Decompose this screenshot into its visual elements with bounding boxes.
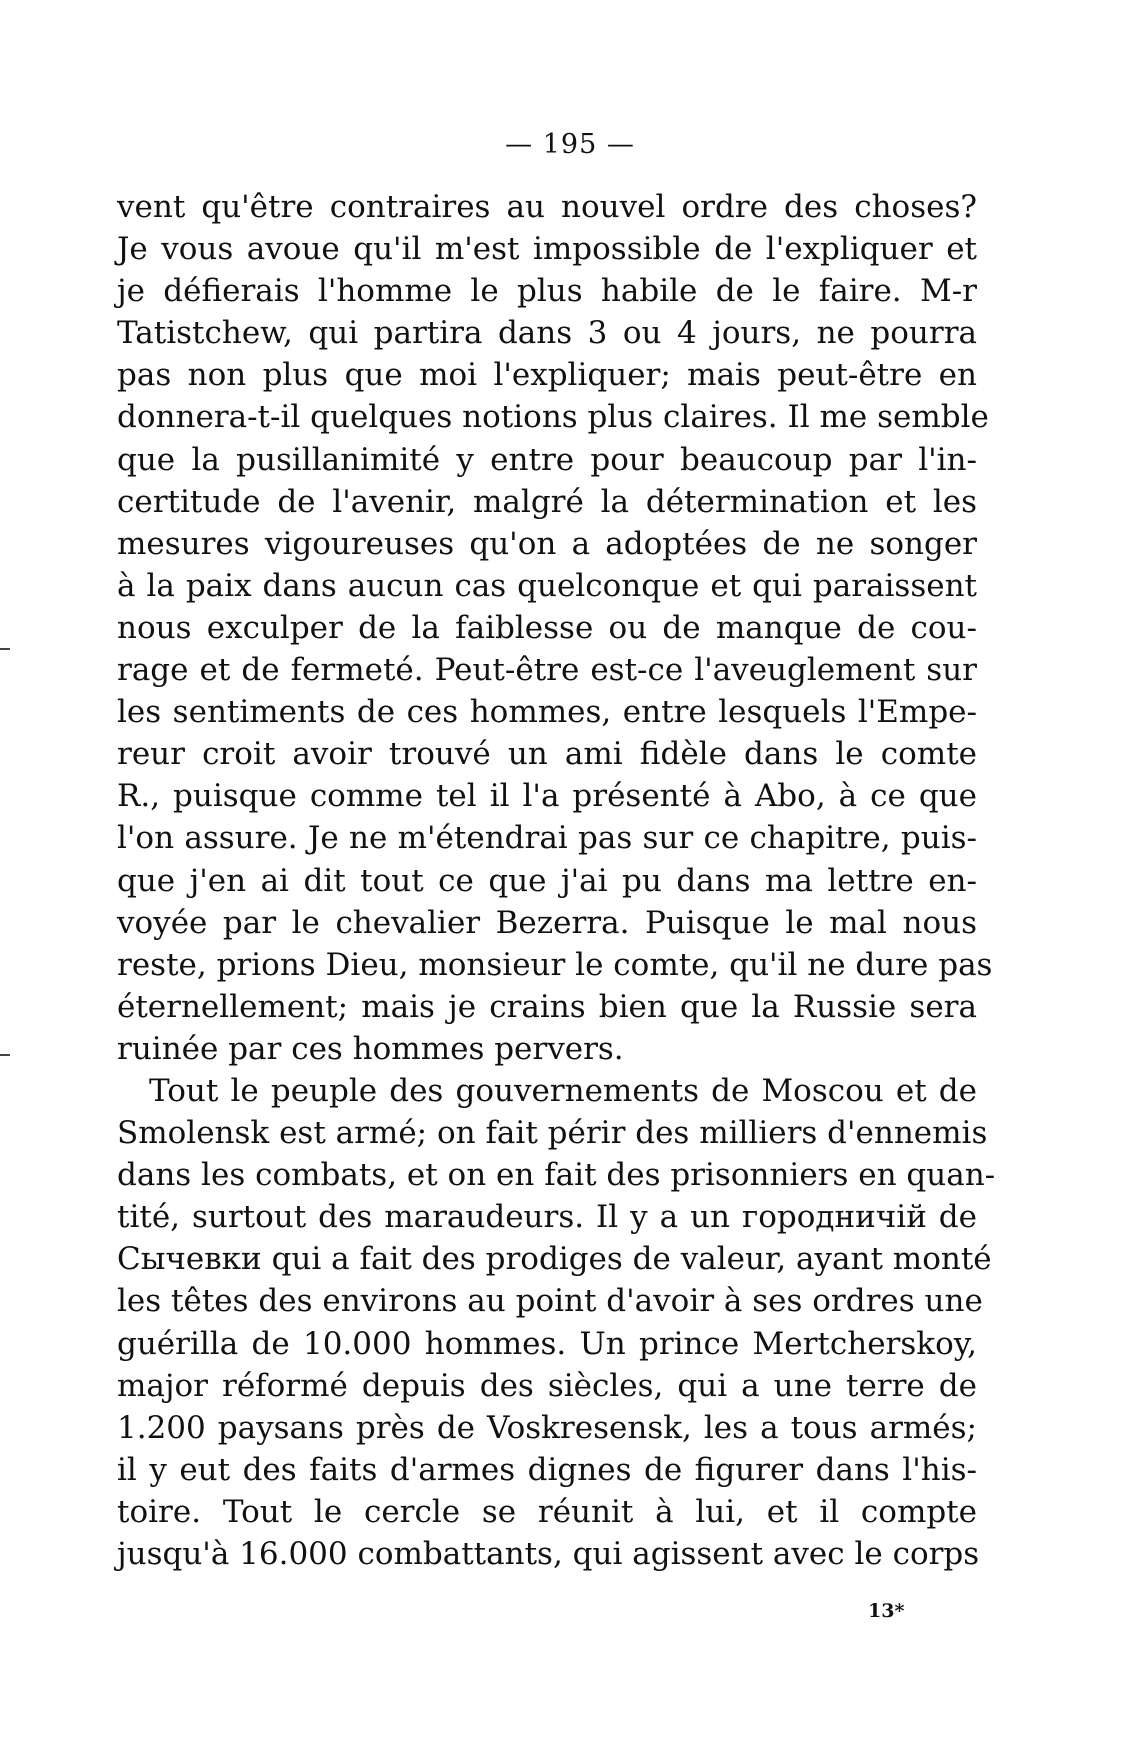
text-line: que la pusillanimité y entre pour beaucoup par l'in- <box>117 441 977 478</box>
text-line: major réformé depuis des siècles, qui a une terre de <box>117 1367 977 1404</box>
text-line: vent qu'être contraires au nouvel ordre des choses? <box>117 189 977 225</box>
text-line: je défierais l'homme le plus habile de le faire. M-r <box>117 273 977 310</box>
text-line: Tatistchew, qui partira dans 3 ou 4 jours, ne pourra <box>117 315 977 352</box>
text-line: éternellement; mais je crains bien que la Russie sera <box>117 988 977 1025</box>
text-line: Tout le peuple des gouvernements de Moscou et de <box>149 1072 977 1109</box>
text-line: jusqu'à 16.000 combattants, qui agissent avec le corps <box>117 1536 980 1572</box>
text-line: pas non plus que moi l'expliquer; mais peut-être en <box>117 357 977 394</box>
text-line: voyée par le chevalier Bezerra. Puisque le mal nous <box>117 904 977 941</box>
page-number: — 195 — <box>505 129 635 160</box>
text-line: il y eut des faits d'armes dignes de figurer dans l'his- <box>117 1451 977 1488</box>
text-line: les sentiments de ces hommes, entre lesquels l'Empe- <box>117 694 977 731</box>
text-line: tité, surtout des maraudeurs. Il y a un городничій de <box>117 1199 977 1236</box>
text-line: toire. Tout le cercle se réunit à lui, et il compte <box>117 1493 977 1530</box>
text-line: R., puisque comme tel il l'a présenté à Abo, à ce que <box>117 778 977 815</box>
text-line: nous exculper de la faiblesse ou de manque de cou- <box>117 609 977 646</box>
text-line: reur croit avoir trouvé un ami fidèle dans le comte <box>117 736 977 773</box>
text-line: les têtes des environs au point d'avoir à ses ordres une <box>117 1283 983 1320</box>
text-line: ruinée par ces hommes pervers. <box>117 1030 624 1067</box>
body-text <box>117 186 996 1575</box>
text-line: à la paix dans aucun cas quelconque et qui paraissent <box>117 567 977 604</box>
text-line: dans les combats, et on en fait des prisonniers en quan- <box>117 1157 996 1194</box>
text-line: mesures vigoureuses qu'on a adoptées de ne songer <box>117 525 977 562</box>
text-line: certitude de l'avenir, malgré la détermination et les <box>117 483 977 520</box>
text-line: 1.200 paysans près de Voskresensk, les a tous armés; <box>117 1409 977 1446</box>
signature-mark: 13* <box>868 1600 905 1622</box>
text-line: reste, prions Dieu, monsieur le comte, qu'il ne dure pas <box>117 946 993 983</box>
text-line: donnera-t-il quelques notions plus claires. Il me semble <box>117 399 989 436</box>
text-line: guérilla de 10.000 hommes. Un prince Mertcherskoy, <box>117 1325 977 1362</box>
text-line: l'on assure. Je ne m'étendrai pas sur ce chapitre, puis- <box>117 820 977 857</box>
text-line: que j'en ai dit tout ce que j'ai pu dans ma lettre en- <box>117 862 977 899</box>
text-line: Smolensk est armé; on fait périr des milliers d'ennemis <box>117 1115 988 1152</box>
text-line: Je vous avoue qu'il m'est impossible de l'expliquer et <box>117 231 977 268</box>
text-line: Сычевки qui a fait des prodiges de valeur, ayant monté <box>117 1241 992 1278</box>
margin-mark <box>0 648 10 650</box>
text-line: rage et de fermeté. Peut-être est-ce l'aveuglement sur <box>117 652 977 689</box>
margin-mark <box>0 1054 10 1056</box>
